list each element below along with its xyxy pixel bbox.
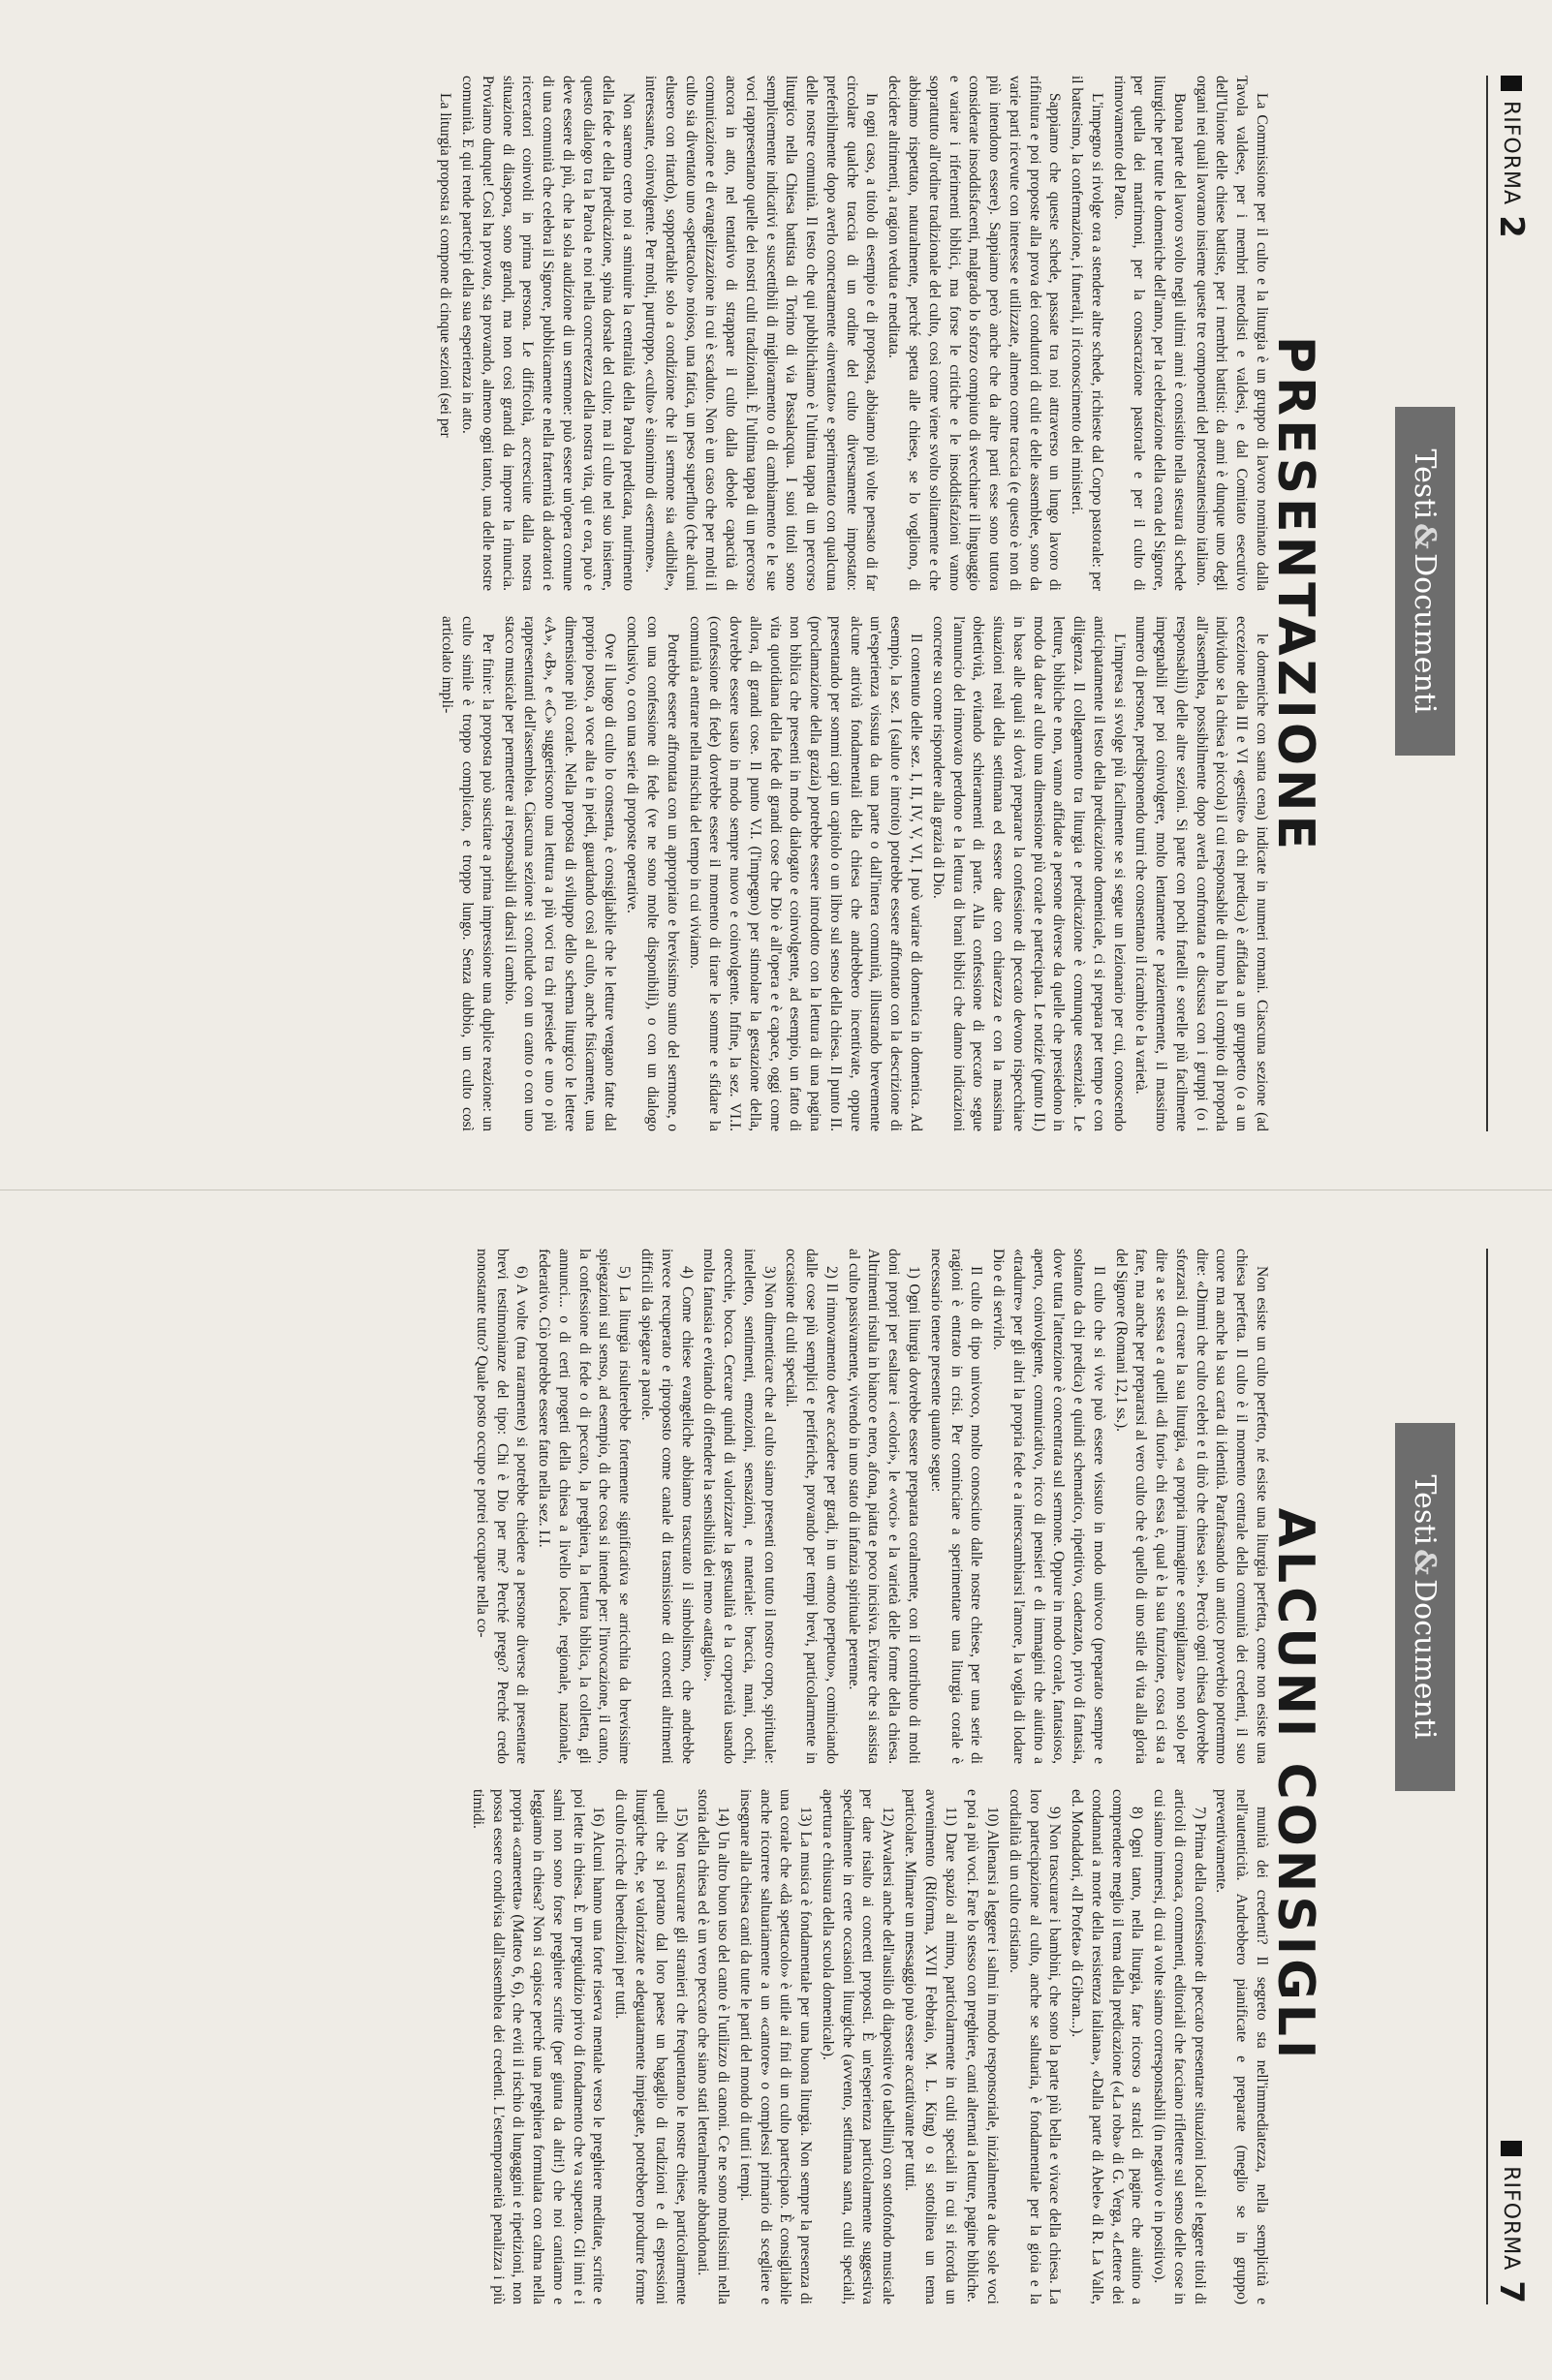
text-column xyxy=(39,1789,1271,2304)
paragraph: Non esiste un culto perfetto, né esiste una liturgia perfetta, come non esiste una chiesa perfetta. Il culto è il momento centrale della comunità dei credenti, il suo cuore ma anche la sua carta di identità. Parafrasando un antico proverbio potremmo dire: «Dimmi che culto celebri e ti dirò che chiesa sei». Perciò ogni chiesa dovrebbe sforzarsi di creare la sua liturgia, «a propria immagine e somiglianza» non solo per dire a se stessa e a quelli «di fuori» chi essa è, qual è la sua funzione, cosa ci sta a fare, ma anche per prepararsi al vero culto che è quello di uno stile di vita alla gloria del Signore (Romani 12,1 ss.). xyxy=(1112,1249,1270,1764)
paragraph: 9) Non trascurare i bambini, che sono la parte più bella e vivace della chiesa. La loro partecipazione al culto, anche se saltuaria, è fondamentale per la gioia e la cordialità di un culto cristiano. xyxy=(1006,1789,1064,2304)
paragraph: Il contenuto delle sez. I, II, IV, V, VI, I può variare di domenica in domenica. Ad esempio, la sez. I (saluto e introito) potrebbe essere affrontato con la descrizione di un'esperienza vissuta da una parte o dall'intera comunità, illustrando brevemente alcune attività fondamentali della chiesa che andrebbero incentivate, oppure presentando per sommi capi un capitolo o un libro sul senso della chiesa. Il punto II. (proclamazione della grazia) potrebbe essere introdotto con la lettura di una pagina non biblica che presenti in modo dialogato e coinvolgente, ad esempio, un fatto di vita quotidiana della fede di grandi cose che Dio è all'opera e è capace, oggi come allora, di grandi cose. Il punto V.I. (l'impegno) per stimolare la gestazione della, dovrebbe essere usato in modo sempre nuovo e coinvolgente. Infine, la sez. VI.I. (confessione di fede) dovrebbe essere il momento di tirare le somme e sfidare la comunità a entrare nella mischia del tempo in cui viviamo. xyxy=(686,616,924,1131)
paragraph: L'impresa si svolge più facilmente se si segue un lezionario per cui, conoscendo anticipatamente il testo della predicazione domenicale, ci si prepara per tempo e con diligenza. Il collegamento tra liturgia e predicazione è comunque essenziale. Le letture, bibliche e non, vanno affidate a persone diverse da quelle che presiedono in modo da dare al culto una dimensione più corale e partecipata. Le notizie (punto II.) in base alle quali si dovrà preparare la confessione di peccato devono rispecchiare situazioni reali della settimana ed essere date con chiarezza e con la massima obiettività, evitando schieramenti di parte. Alla confessione di peccato segue l'annuncio del rinnovato perdono e la lettura di brani biblici che danno indicazioni concrete su come rispondere alla grazia di Dio. xyxy=(929,616,1128,1131)
text-column xyxy=(39,1249,1271,1764)
running-head: RIFORMA xyxy=(1499,2166,1524,2272)
paragraph: Ove il luogo di culto lo consenta, è consigliabile che le letture vengano fatte dal proprio posto, a voce alta e in piedi, guardando così al culto, anche fisicamente, una dimensione più corale. Nella proposta di sviluppo dello schema liturgico le lettere «A», «B», e «C» suggeriscono una lettura a più voci tra chi presiede e uno o più rappresentanti dell'assemblea. Ciascuna sezione si conclude con un canto o con uno stacco musicale per permettere ai responsabili di darsi il cambio. xyxy=(501,616,619,1131)
article-headline: PRESENTAZIONE xyxy=(1266,335,1325,854)
paragraph: L'impegno si rivolge ora a stendere altre schede, richieste dal Corpo pastorale: per il battesimo, la confermazione, i funerali, il riconoscimento dei ministeri. xyxy=(1069,76,1105,591)
paragraph: 6) A volte (ma raramente) si potrebbe chiedere a persone diverse di presentare brevi testimonianze del tipo: Chi è Dio per me? Perché prego? Perché credo nonostante tutto? Quale posto occupo e potrei occupare nella co- xyxy=(473,1249,531,1764)
paragraph: 14) Un altro buon uso del canto è l'utilizzo di canoni. Ce ne sono moltissimi nella storia della chiesa ed è un vero peccato che siano stati letteralmente abbandonati. xyxy=(695,1789,732,2304)
right-page xyxy=(0,1190,1552,2380)
text-column xyxy=(39,616,1271,1131)
article-columns xyxy=(39,76,1271,1131)
paragraph: 16) Alcuni hanno una forte riserva mentale verso le preghiere meditate, scritte e poi lette in chiesa. È un pregiudizio privo di fondamento che va superato. Gli inni e i salmi non sono forse preghiere scritte (per giunta da altri!) che noi cantiamo e leggiamo in chiesa? Non si capisce perché una preghiera formulata con calma nella propria «cameretta» (Matteo 6, 6), che eviti il rischio di lungaggini e ripetizioni, non possa essere condivisa dall'assemblea dei credenti. L'estemporaneità penalizza i più timidi. xyxy=(469,1789,607,2304)
right-folio xyxy=(1492,2141,1531,2304)
paragraph: le domeniche con santa cena) indicate in numeri romani. Ciascuna sezione (ad eccezione della III e VI «gestite» da chi predica) è affidata a un gruppetto (o a un individuo se la chiesa è piccola) il cui responsabile di turno ha il compito di proporla all'assemblea, possibilmente dopo averla confrontata e discussa con i gruppi (o i responsabili) delle altre sezioni. Si parte con pochi fratelli e sorelle più facilmente impegnabili per poi coinvolgere, molto lentamente e pazientemente, il massimo numero di persone, predisponendo turni che consentano il ricambio e la varietà. xyxy=(1133,616,1270,1131)
paragraph: 13) La musica è fondamentale per una buona liturgia. Non sempre la presenza di una corale che «dà spettacolo» è utile ai fini di un culto partecipato. È consigliabile anche ricorrere saltuariamente a un «cantore» o complessi primario di scegliere e insegnare alla chiesa canti da tutte le parti del mondo di tutti i tempi. xyxy=(736,1789,815,2304)
paragraph: Sappiamo che queste schede, passate tra noi attraverso un lungo lavoro di rifinitura e poi proposte alla prova dei conduttori di culti e delle assemblee, sono da varie parti ricevute con interesse e utilizzate, almeno come traccia (e questo è non di più intendono essere). Sappiamo però anche che da altre parti esse sono tuttora considerate insoddisfacenti, malgrado lo sforzo compiuto di svecchiare il linguaggio e variare i riferimenti biblici, ma forse le critiche e le insoddisfazioni vanno soprattutto all'ordine tradizionale del culto, così come viene svolto solitamente e che abbiamo rispettato, naturalmente, perché spetta alle chiese, se lo vogliono, di decidere altrimenti, a ragion veduta e meditata. xyxy=(885,76,1064,591)
square-bullet-icon xyxy=(1501,2141,1522,2156)
paragraph: 15) Non trascurare gli stranieri che frequentano le nostre chiese, particolarmente quelli che si portano dal loro paese un bagaglio di tradizioni e di espressioni liturgiche che, se valorizzate e adeguatamente impiegate, potrebbero produrre forme di culto ricche di benedizioni per tutti. xyxy=(612,1789,690,2304)
paragraph: Potrebbe essere affrontata con un appropriato e brevissimo sunto del sermone, o con una confessione di fede (ve ne sono molte disponibili), o con un dialogo conclusivo, o con una serie di proposte operative. xyxy=(624,616,681,1131)
paragraph: 12) Avvalersi anche dell'ausilio di diapositive (o tabellini) con sottofondo musicale per dare risalto ai concetti proposti. È un'esperienza particolarmente suggestiva specialmente in certe occasioni liturgiche (avvento, settimana santa, culti speciali, apertura e chiusura della scuola domenicale). xyxy=(819,1789,897,2304)
paragraph: 8) Ogni tanto, nella liturgia, fare ricorso a stralci di pagine che aiutino a comprendere meglio il tema della predicazione («La roba» di G. Verga, «Lettere dei condannati a morte della resistenza italiana», «Dalla parte di Abele» di R. La Valle, ed. Mondadori, «Il Profeta» di Gibran...). xyxy=(1069,1789,1146,2304)
page-number: 2 xyxy=(1492,215,1531,239)
paragraph: 2) Il rinnovamento deve accadere per gradi, in un «moto perpetuo», cominciando dalle cose più semplici e periferiche, provando per tempi brevi, particolarmente in occasione di culti speciali. xyxy=(783,1249,840,1764)
paragraph: 11) Dare spazio al mimo, particolarmente in culti speciali in cui si ricorda un avvenimento (Riforma, XVII Febbraio, M. L. King) o si sottolinea un tema particolare. Mimare un messaggio può essere accattivante per tutti. xyxy=(901,1789,959,2304)
header-rule xyxy=(1486,1249,1488,2304)
article-headline: ALCUNI CONSIGLI xyxy=(1266,1507,1325,2063)
paragraph: munità dei credenti? Il segreto sta nell'immediatezza, nella semplicità e nell'autenticità. Andrebbero pianificate e preparate (meglio se in gruppo) preventivamente. xyxy=(1213,1789,1270,2304)
section-tag: Testi & Documenti xyxy=(1395,1423,1455,1791)
paragraph: Non saremo certo noi a sminuire la centralità della Parola predicata, nutrimento della fede e della predicazione, spina dorsale del culto; ma il culto nel suo insieme, questo dialogo tra la Parola e noi nella concretezza della nostra vita, qui e ora, può e deve essere di più, che la sola audizione di un sermone: può essere un'opera comune di una comunità che celebra il Signore, pubblicamente e nella fraternità di adoratori e ricercatori coinvolti in prima persona. Le difficoltà, accresciute dalla nostra situazione di diaspora, sono grandi, ma non così grandi da imporre la rinuncia. Proviamo dunque! Così ha provato, sta provando, almeno ogni tanto, una delle nostre comunità. E qui rende partecipi della sua esperienza in atto. xyxy=(459,76,637,591)
section-tag: Testi & Documenti xyxy=(1395,407,1455,756)
paragraph: Il culto che si vive può essere vissuto in modo univoco (preparato sempre e soltanto da chi predica) e quindi schematico, ripetitivo, cadenzato, privo di fantasia, dove tutta l'attenzione è concentrata sul sermone. Oppure in modo corale, fantasioso, aperto, coinvolgente, comunicativo, ricco di pensieri e di immagini che aiutino a «tradurre» per gli altri la propria fede e a interscambiarsi l'amore, la voglia di lodare Dio e di servirlo. xyxy=(990,1249,1107,1764)
paragraph: In ogni caso, a titolo di esempio e di proposta, abbiamo più volte pensato di far circolare qualche traccia di un ordine del culto diversamente impostato: preferibilmente dopo averlo concretamente «inventato» e sperimentato con qualcuna delle nostre comunità. Il testo che qui pubblichiamo è l'ultima tappa di un percorso liturgico nella Chiesa battista di Torino di via Passalacqua. I suoi titoli sono semplicemente indicativi e suscettibili di miglioramento o di cambiamento e le sue voci rappresentano quelle dei nostri culti tradizionali. È l'ultima tappa di un percorso ancora in atto, nel tentativo di strappare il culto dalla debole capacità di comunicazione e di evangelizzazione in cui è scaduto. Non è un caso che per molti il culto sia diventato uno «spettacolo» noioso, una fatica, un peso superfluo (che alcuni elusero con ritardo), sopportabile solo a condizione che il sermone sia «udibile», interessante, coinvolgente. Per molti, purtroppo, «culto» è sinonimo di «sermone». xyxy=(642,76,881,591)
paragraph: 3) Non dimenticare che al culto siamo presenti con tutto il nostro corpo, spirituale: intelletto, sentimenti, emozioni, sensazioni, e materiale: braccia, mani, occhi, orecchie, bocca. Cercare quindi di valorizzare la gestualità e la corporeità usando molta fantasia e evitando di offendere la sensibilità dei meno «attaglio». xyxy=(700,1249,778,1764)
left-folio xyxy=(1492,76,1531,239)
running-head: RIFORMA xyxy=(1499,101,1524,206)
paragraph: 5) La liturgia risulterebbe fortemente significativa se arricchita da brevissime spiegazioni sul senso, ad esempio, di che cosa si intende per: l'invocazione, il canto, la confessione di fede o di peccato, la preghiera, la lettura biblica, la colletta, gli annunci... o di certi progetti della chiesa a livello locale, regionale, nazionale, federativo. Ciò potrebbe essere fatto nella sez. I.I. xyxy=(536,1249,634,1764)
paragraph: La liturgia proposta si compone di cinque sezioni (sei per xyxy=(437,93,454,438)
paragraph: 10) Allenarsi a leggere i salmi in modo responsoriale, inizialmente a due sole voci e poi a più voci. Fare lo stesso con preghiere, canti alternati a letture, pagine bibliche. xyxy=(964,1789,1002,2304)
paragraph: Il culto di tipo univoco, molto conosciuto dalle nostre chiese, per una serie di ragioni è entrato in crisi. Per cominciare a sperimentare una liturgia corale è necessario tenere presente quanto segue: xyxy=(927,1249,985,1764)
paragraph: 7) Prima della confessione di peccato presentare situazioni locali e leggere titoli di articoli di cronaca, commenti, editoriali che facciano riflettere sul senso delle cose in cui siamo immersi, di cui a volte siamo corresponsabili (in negativo e in positivo). xyxy=(1151,1789,1208,2304)
paragraph: La Commissione per il culto e la liturgia è un gruppo di lavoro nominato dalla Tavola valdese, per i membri metodisti e valdesi, e dal Comitato esecutivo dell'Unione delle chiese battiste, per i membri battisti: da anni è dunque uno degli organi nei quali lavorano insieme queste tre componenti del protestantesimo italiano. xyxy=(1193,76,1270,591)
header-rule xyxy=(1486,76,1488,1131)
text-column xyxy=(39,76,1271,591)
square-bullet-icon xyxy=(1501,76,1522,91)
paragraph: Buona parte del lavoro svolto negli ultimi anni è consistito nella stesura di schede liturgiche per tutte le domeniche dell'anno, per la celebrazione della cena del Signore, per quella dei matrimoni, per la consacrazione pastorale e per il culto di rinnovamento del Patto. xyxy=(1110,76,1188,591)
paragraph: 1) Ogni liturgia dovrebbe essere preparata coralmente, con il contributo di molti doni propri per esaltare i «colori», le «voci» e la varietà delle forme della chiesa. Altrimenti risulta in bianco e nero, afona, piatta e poco incisiva. Evitare che si assista al culto passivamente, vivendo in uno stato di infanzia spirituale perenne. xyxy=(845,1249,922,1764)
paragraph: Per finire: la proposta può suscitare a prima impressione una duplice reazione: un culto simile è troppo complicato, e troppo lungo. Senza dubbio, un culto così articolato impli- xyxy=(439,616,496,1131)
paragraph: 4) Come chiese evangeliche abbiamo trascurato il simbolismo, che andrebbe invece recuperato e riproposto come canale di trasmissione di concetti altrimenti difficili da spiegare a parole. xyxy=(638,1249,696,1764)
article-columns xyxy=(39,1249,1271,2304)
page-number: 7 xyxy=(1492,2280,1531,2304)
